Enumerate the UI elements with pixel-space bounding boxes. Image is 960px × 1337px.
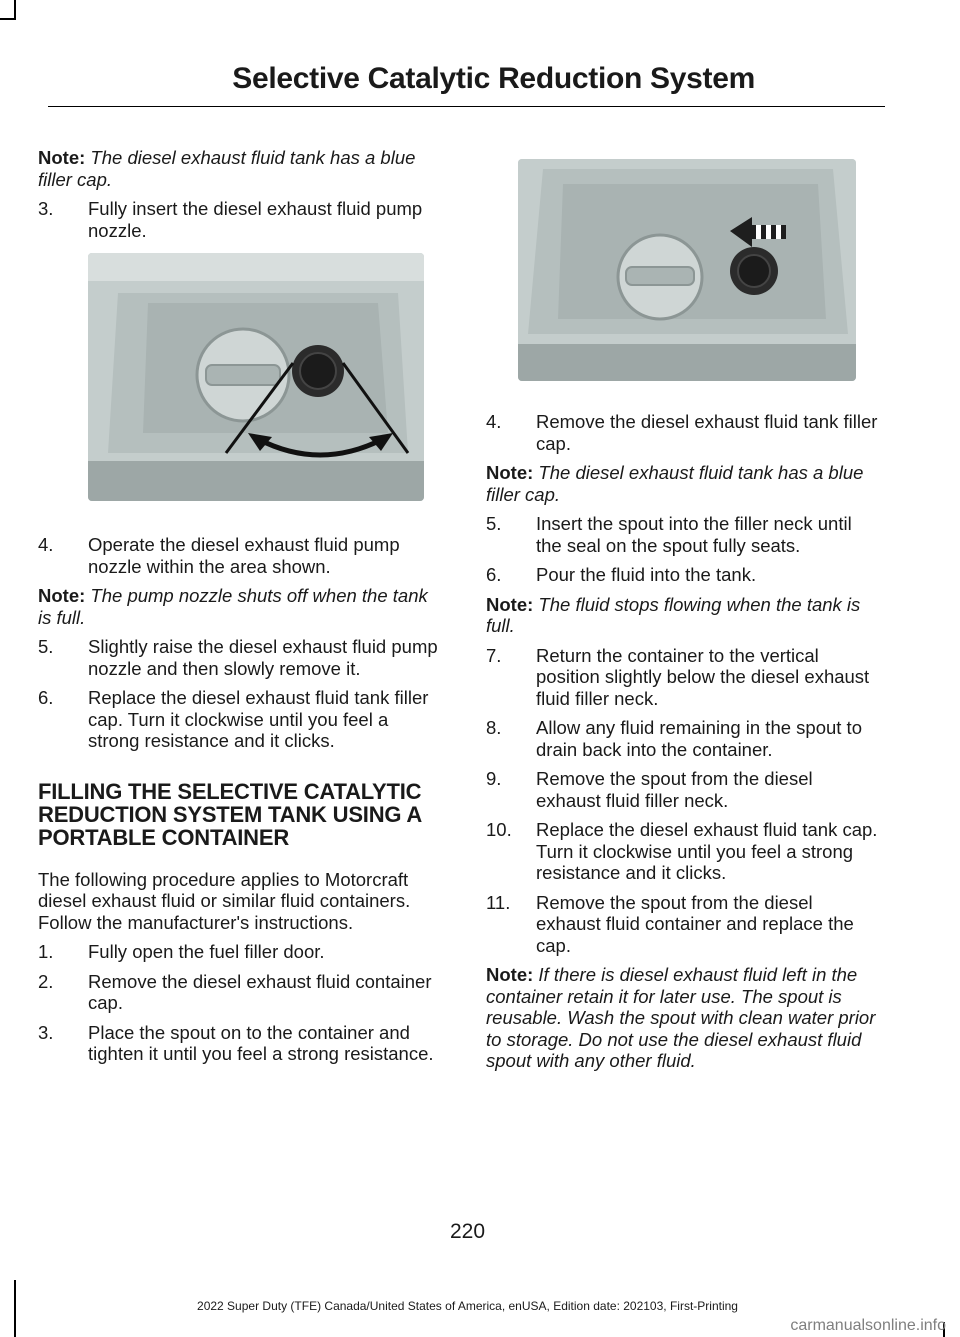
section-heading: FILLING THE SELECTIVE CATALYTIC REDUCTION SYSTEM TANK USING A PORTABLE CONTAINER: [38, 778, 422, 850]
edition-info: 2022 Super Duty (TFE) Canada/United States of America, enUSA, Edition date: 202103, First-Printing: [197, 1299, 738, 1313]
crop-mark-top-v: [14, 0, 16, 18]
note: Note: The fluid stops flowing when the tank is full.: [486, 593, 861, 636]
left-column: [38, 147, 438, 1073]
watermark: carmanualsonline.info: [790, 1317, 946, 1334]
note: Note: The diesel exhaust fluid tank has a blue filler cap.: [486, 462, 864, 505]
filler-cap-removal-illustration: [518, 159, 856, 381]
list-item: 8. Allow any fluid remaining in the spout to drain back into the container.: [486, 717, 862, 760]
filler-neck-nozzle-illustration: [88, 253, 424, 501]
note: Note: The diesel exhaust fluid tank has a blue filler cap.: [38, 147, 416, 190]
list-item: 10. Replace the diesel exhaust fluid tank cap. Turn it clockwise until you feel a strong resistance and it clicks.: [486, 819, 878, 883]
list-item: 11. Remove the spout from the diesel exhaust fluid container and replace the cap.: [486, 891, 854, 956]
list-item: 5. Slightly raise the diesel exhaust fluid pump nozzle and then slowly remove it.: [38, 636, 438, 679]
list-item: 6. Pour the fluid into the tank.: [486, 564, 757, 585]
right-column: [486, 147, 881, 1080]
list-item: 1. Fully open the fuel filler door.: [38, 941, 325, 962]
list-item: 6. Replace the diesel exhaust fluid tank filler cap. Turn it clockwise until you feel a strong resistance and it clicks.: [38, 687, 429, 751]
list-item: 2. Remove the diesel exhaust fluid container cap.: [38, 970, 432, 1013]
note: Note: If there is diesel exhaust fluid left in the container retain it for later use. The spout is reusable. Wash the spout with clean water prior to storage. Do not use the diesel exhaust fluid spout with any other fluid.: [486, 964, 876, 1071]
header-divider: [48, 106, 885, 107]
page-title: Selective Catalytic Reduction System: [232, 62, 755, 95]
page-number: 220: [449, 1220, 486, 1243]
list-item: 3. Fully insert the diesel exhaust fluid pump nozzle.: [38, 198, 423, 241]
list-item: 4. Remove the diesel exhaust fluid tank filler cap.: [486, 411, 878, 454]
list-item: 9. Remove the spout from the diesel exhaust fluid filler neck.: [486, 768, 813, 811]
list-item: 5. Insert the spout into the filler neck until the seal on the spout fully seats.: [486, 513, 852, 556]
list-item: 7. Return the container to the vertical position slightly below the diesel exhaust fluid filler neck.: [486, 644, 870, 709]
note: Note: The pump nozzle shuts off when the tank is full.: [38, 585, 428, 628]
list-item: 4. Operate the diesel exhaust fluid pump nozzle within the area shown.: [38, 534, 400, 577]
crop-mark-top-h: [0, 18, 16, 20]
list-item: 3. Place the spout on to the container and tighten it until you feel a strong resistance.: [38, 1021, 434, 1064]
intro-paragraph: The following procedure applies to Motorcraft diesel exhaust fluid or similar fluid containers. Follow the manufacturer's instructions.: [38, 868, 411, 933]
